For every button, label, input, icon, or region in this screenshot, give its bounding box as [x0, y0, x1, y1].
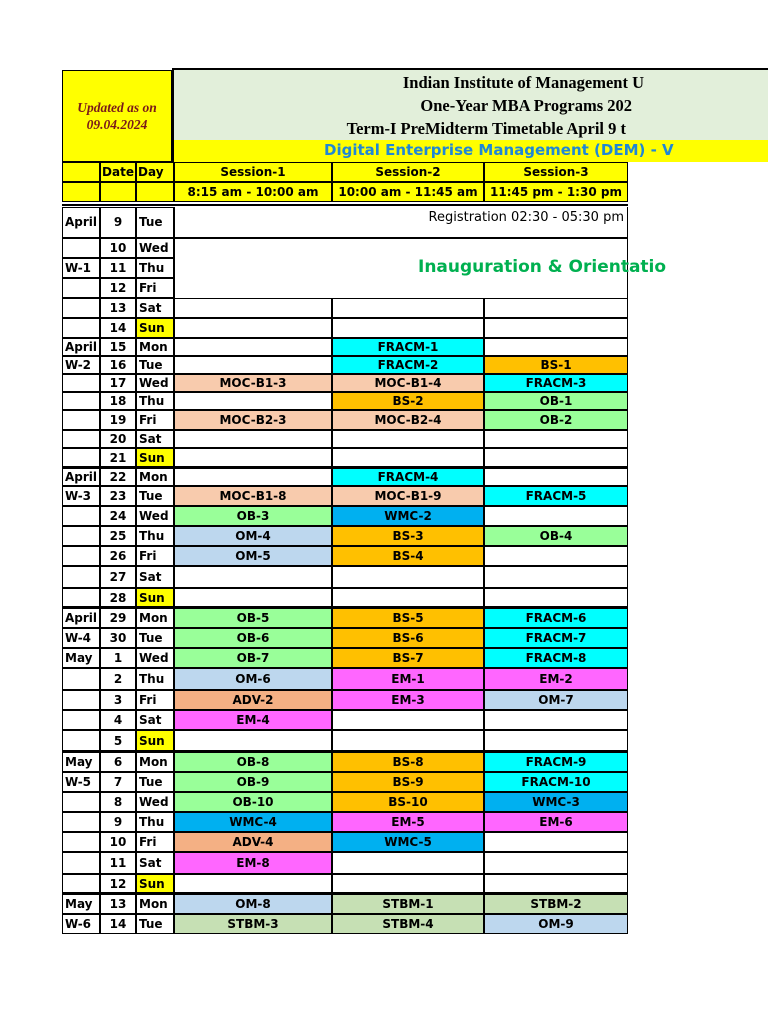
session-cell	[174, 298, 332, 318]
session-cell: OB-7	[174, 648, 332, 668]
session-cell	[332, 730, 484, 752]
week-label	[62, 546, 100, 566]
week-separator	[62, 892, 628, 894]
date-cell: 6	[100, 752, 136, 772]
day-cell: Mon	[136, 894, 174, 914]
updated-note	[62, 70, 172, 162]
day-cell: Mon	[136, 468, 174, 486]
day-cell: Wed	[136, 506, 174, 526]
date-cell: 9	[100, 207, 136, 238]
session-cell	[484, 506, 628, 526]
time-label-cell	[62, 182, 100, 202]
session-cell: EM-3	[332, 690, 484, 710]
date-cell: 22	[100, 468, 136, 486]
date-cell: 24	[100, 506, 136, 526]
day-cell: Sun	[136, 588, 174, 608]
week-label: April	[62, 207, 100, 238]
date-cell: 30	[100, 628, 136, 648]
week-label	[62, 448, 100, 468]
date-cell: 12	[100, 278, 136, 298]
session-cell: FRACM-2	[332, 356, 484, 374]
session-cell: FRACM-9	[484, 752, 628, 772]
session-cell	[174, 430, 332, 448]
session-cell: BS-6	[332, 628, 484, 648]
session-cell	[484, 566, 628, 588]
header-label-cell	[62, 162, 100, 182]
week-label: W-6	[62, 914, 100, 934]
date-cell: 5	[100, 730, 136, 752]
session-cell: MOC-B2-3	[174, 410, 332, 430]
week-label	[62, 668, 100, 690]
session-cell	[484, 298, 628, 318]
session-cell: OM-5	[174, 546, 332, 566]
session-cell: STBM-3	[174, 914, 332, 934]
day-cell: Tue	[136, 914, 174, 934]
session-cell	[332, 298, 484, 318]
day-cell: Fri	[136, 690, 174, 710]
day-cell: Tue	[136, 207, 174, 238]
week-label	[62, 792, 100, 812]
session-cell: BS-8	[332, 752, 484, 772]
title-block	[172, 68, 768, 140]
header-date: Date	[100, 162, 136, 182]
date-cell: 12	[100, 874, 136, 894]
session-cell: OM-6	[174, 668, 332, 690]
week-separator	[62, 750, 628, 752]
week-label: W-3	[62, 486, 100, 506]
session-cell: OB-1	[484, 392, 628, 410]
session-cell: OB-3	[174, 506, 332, 526]
week-label	[62, 238, 100, 258]
session-cell: OB-2	[484, 410, 628, 430]
day-cell: Thu	[136, 526, 174, 546]
session-cell	[174, 588, 332, 608]
week-label: May	[62, 648, 100, 668]
updated-date: 09.04.2024	[86, 117, 148, 132]
session-cell: EM-6	[484, 812, 628, 832]
session-cell: WMC-5	[332, 832, 484, 852]
session-cell: OB-6	[174, 628, 332, 648]
date-cell: 25	[100, 526, 136, 546]
session-cell: FRACM-1	[332, 338, 484, 356]
session-cell	[484, 852, 628, 874]
institute-title: Indian Institute of Management U	[402, 73, 644, 92]
session-cell: OB-9	[174, 772, 332, 792]
session-cell	[484, 430, 628, 448]
day-cell: Tue	[136, 486, 174, 506]
session-cell	[174, 874, 332, 894]
session-cell: MOC-B1-4	[332, 374, 484, 392]
session-cell	[332, 430, 484, 448]
header-session-3: Session-3	[484, 162, 628, 182]
session-cell	[174, 318, 332, 338]
session-cell	[174, 338, 332, 356]
date-cell: 23	[100, 486, 136, 506]
week-label: April	[62, 338, 100, 356]
session-cell	[484, 468, 628, 486]
session-cell: ADV-2	[174, 690, 332, 710]
day-cell: Sat	[136, 566, 174, 588]
session-cell: FRACM-8	[484, 648, 628, 668]
session-cell: BS-9	[332, 772, 484, 792]
date-cell: 3	[100, 690, 136, 710]
week-label: May	[62, 894, 100, 914]
week-label	[62, 730, 100, 752]
session-cell: ADV-4	[174, 832, 332, 852]
session-cell: EM-5	[332, 812, 484, 832]
session-cell: EM-2	[484, 668, 628, 690]
session-cell	[174, 468, 332, 486]
session-cell: MOC-B1-9	[332, 486, 484, 506]
date-cell: 10	[100, 832, 136, 852]
registration-note: Registration 02:30 - 05:30 pm	[428, 210, 624, 225]
date-cell: 11	[100, 258, 136, 278]
session-cell	[332, 852, 484, 874]
session-cell: WMC-2	[332, 506, 484, 526]
date-cell: 14	[100, 914, 136, 934]
session-cell: FRACM-10	[484, 772, 628, 792]
day-cell: Sun	[136, 730, 174, 752]
week-label: May	[62, 752, 100, 772]
program-name: Digital Enterprise Management (DEM) - V	[324, 141, 674, 159]
session-cell: BS-4	[332, 546, 484, 566]
week-label: W-5	[62, 772, 100, 792]
session-cell: EM-4	[174, 710, 332, 730]
day-cell: Thu	[136, 812, 174, 832]
date-cell: 11	[100, 852, 136, 874]
session-cell: OM-9	[484, 914, 628, 934]
session-cell: WMC-4	[174, 812, 332, 832]
session-cell: OM-7	[484, 690, 628, 710]
session-cell: BS-2	[332, 392, 484, 410]
session-cell	[484, 338, 628, 356]
week-label	[62, 832, 100, 852]
week-label	[62, 812, 100, 832]
day-cell: Tue	[136, 628, 174, 648]
session-cell: STBM-1	[332, 894, 484, 914]
day-cell: Fri	[136, 410, 174, 430]
program-title: One-Year MBA Programs 202	[420, 96, 632, 115]
week-label	[62, 566, 100, 588]
day-cell: Thu	[136, 668, 174, 690]
week-label	[62, 506, 100, 526]
session-cell: BS-10	[332, 792, 484, 812]
session-cell	[484, 546, 628, 566]
session-cell	[174, 356, 332, 374]
session-cell: MOC-B2-4	[332, 410, 484, 430]
session-cell	[484, 588, 628, 608]
date-cell: 8	[100, 792, 136, 812]
day-cell: Tue	[136, 356, 174, 374]
day-cell: Sat	[136, 298, 174, 318]
date-cell: 9	[100, 812, 136, 832]
day-cell: Wed	[136, 792, 174, 812]
session-cell	[174, 566, 332, 588]
date-cell: 13	[100, 894, 136, 914]
session-cell	[484, 832, 628, 852]
week-label	[62, 874, 100, 894]
session-cell	[332, 448, 484, 468]
date-cell: 20	[100, 430, 136, 448]
updated-label: Updated as on	[77, 100, 157, 115]
week-label	[62, 526, 100, 546]
day-cell: Wed	[136, 374, 174, 392]
session-cell: OB-10	[174, 792, 332, 812]
date-cell: 16	[100, 356, 136, 374]
week-separator	[62, 204, 628, 206]
session-cell: STBM-2	[484, 894, 628, 914]
day-cell: Mon	[136, 752, 174, 772]
session-cell: MOC-B1-3	[174, 374, 332, 392]
time-session-3: 11:45 pm - 1:30 pm	[484, 182, 628, 202]
date-cell: 4	[100, 710, 136, 730]
merged-session-cell	[174, 278, 628, 298]
day-cell: Sat	[136, 430, 174, 448]
day-cell: Mon	[136, 608, 174, 628]
session-cell: MOC-B1-8	[174, 486, 332, 506]
session-cell: FRACM-6	[484, 608, 628, 628]
week-label	[62, 588, 100, 608]
session-cell	[332, 710, 484, 730]
week-label	[62, 410, 100, 430]
session-cell	[332, 588, 484, 608]
session-cell	[484, 730, 628, 752]
week-separator	[174, 237, 628, 239]
week-label: W-4	[62, 628, 100, 648]
session-cell: OM-8	[174, 894, 332, 914]
session-cell: BS-3	[332, 526, 484, 546]
week-label	[62, 298, 100, 318]
program-banner	[172, 140, 768, 162]
session-cell	[484, 448, 628, 468]
date-cell: 14	[100, 318, 136, 338]
day-cell: Fri	[136, 278, 174, 298]
week-separator	[62, 466, 628, 468]
day-cell: Sat	[136, 710, 174, 730]
week-label: W-2	[62, 356, 100, 374]
session-cell: BS-7	[332, 648, 484, 668]
date-cell: 26	[100, 546, 136, 566]
header-day: Day	[136, 162, 174, 182]
time-session-1: 8:15 am - 10:00 am	[174, 182, 332, 202]
day-cell: Fri	[136, 546, 174, 566]
session-cell: OB-4	[484, 526, 628, 546]
week-label: April	[62, 608, 100, 628]
session-cell: BS-5	[332, 608, 484, 628]
header-session-1: Session-1	[174, 162, 332, 182]
week-label	[62, 690, 100, 710]
session-cell	[484, 318, 628, 338]
day-cell: Tue	[136, 772, 174, 792]
timetable-title: Term-I PreMidterm Timetable April 9 t	[346, 119, 626, 138]
day-cell: Thu	[136, 392, 174, 410]
session-cell	[484, 874, 628, 894]
session-cell: OM-4	[174, 526, 332, 546]
session-cell: EM-8	[174, 852, 332, 874]
date-cell: 17	[100, 374, 136, 392]
date-cell: 27	[100, 566, 136, 588]
session-cell	[174, 448, 332, 468]
session-cell	[174, 730, 332, 752]
session-cell: STBM-4	[332, 914, 484, 934]
date-cell: 21	[100, 448, 136, 468]
time-session-2: 10:00 am - 11:45 am	[332, 182, 484, 202]
day-cell: Fri	[136, 832, 174, 852]
time-day-cell	[136, 182, 174, 202]
date-cell: 28	[100, 588, 136, 608]
session-cell: OB-5	[174, 608, 332, 628]
session-cell: FRACM-3	[484, 374, 628, 392]
week-label	[62, 374, 100, 392]
header-session-2: Session-2	[332, 162, 484, 182]
day-cell: Mon	[136, 338, 174, 356]
date-cell: 29	[100, 608, 136, 628]
session-cell	[332, 566, 484, 588]
session-cell: FRACM-4	[332, 468, 484, 486]
inauguration-note: Inauguration & Orientatio	[418, 257, 667, 277]
week-label	[62, 278, 100, 298]
day-cell: Sat	[136, 852, 174, 874]
week-label	[62, 852, 100, 874]
day-cell: Sun	[136, 448, 174, 468]
session-cell: EM-1	[332, 668, 484, 690]
date-cell: 19	[100, 410, 136, 430]
session-cell: OB-8	[174, 752, 332, 772]
session-cell	[484, 710, 628, 730]
date-cell: 10	[100, 238, 136, 258]
week-label: W-1	[62, 258, 100, 278]
session-cell	[174, 392, 332, 410]
week-label	[62, 710, 100, 730]
date-cell: 1	[100, 648, 136, 668]
week-separator	[62, 606, 628, 608]
day-cell: Thu	[136, 258, 174, 278]
date-cell: 15	[100, 338, 136, 356]
day-cell: Sun	[136, 318, 174, 338]
week-label: April	[62, 468, 100, 486]
session-cell	[332, 318, 484, 338]
time-date-cell	[100, 182, 136, 202]
session-cell: FRACM-7	[484, 628, 628, 648]
session-cell: FRACM-5	[484, 486, 628, 506]
day-cell: Sun	[136, 874, 174, 894]
session-cell	[332, 874, 484, 894]
day-cell: Wed	[136, 238, 174, 258]
week-label	[62, 430, 100, 448]
date-cell: 18	[100, 392, 136, 410]
date-cell: 2	[100, 668, 136, 690]
date-cell: 13	[100, 298, 136, 318]
week-label	[62, 392, 100, 410]
session-cell: BS-1	[484, 356, 628, 374]
week-label	[62, 318, 100, 338]
day-cell: Wed	[136, 648, 174, 668]
date-cell: 7	[100, 772, 136, 792]
session-cell: WMC-3	[484, 792, 628, 812]
